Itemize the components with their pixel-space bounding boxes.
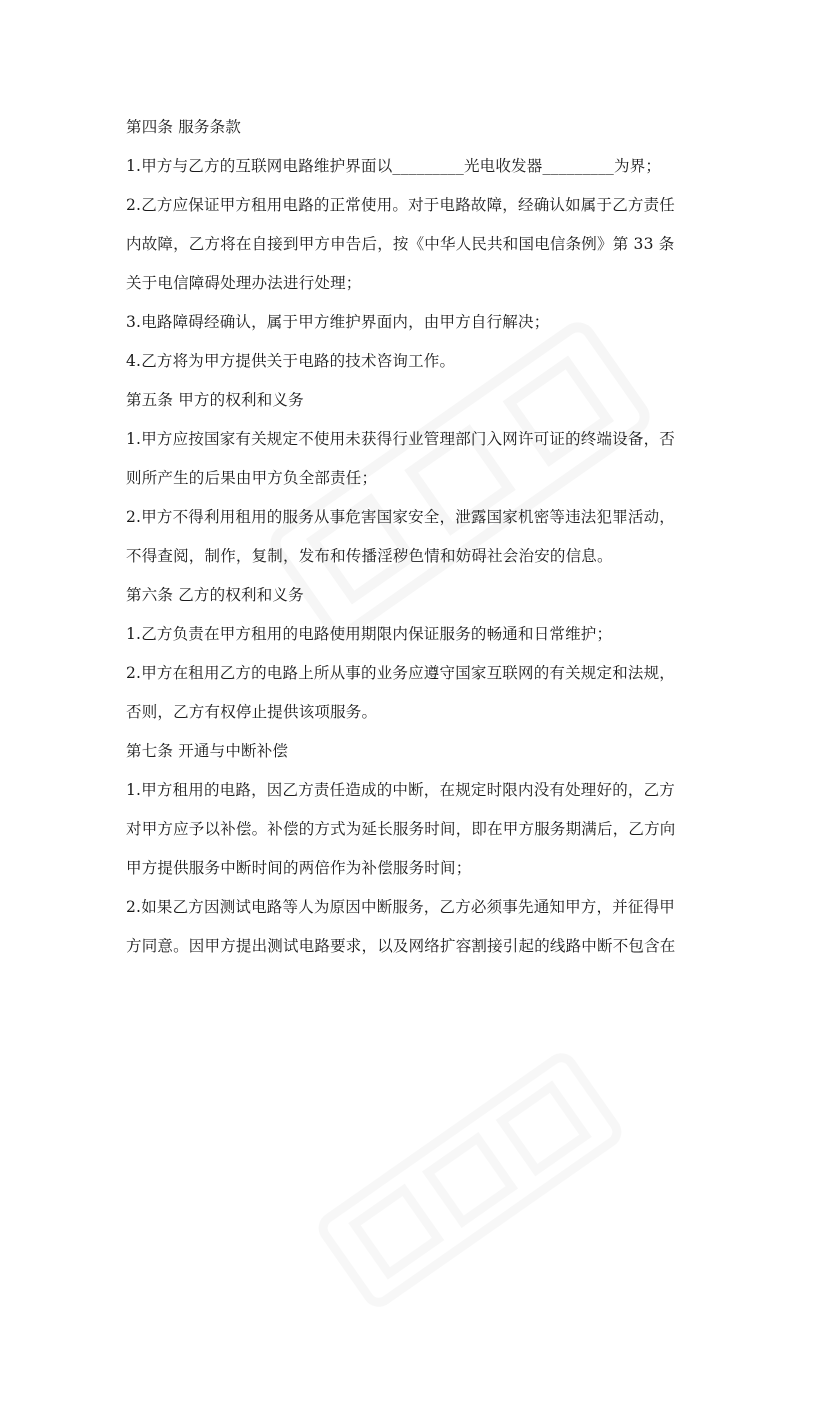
- article-7-item-2-line-2: 方同意。因甲方提出测试电路要求，以及网络扩容割接引起的线路中断不包含在: [126, 937, 676, 955]
- article-7-item-2-line-1: 2.如果乙方因测试电路等人为原因中断服务，乙方必须事先通知甲方，并征得甲: [126, 898, 675, 916]
- article-6-item-1: 1.乙方负责在甲方租用的电路使用期限内保证服务的畅通和日常维护；: [126, 625, 613, 643]
- article-7-item-1-line-3: 甲方提供服务中断时间的两倍作为补偿服务时间；: [126, 859, 472, 877]
- article-5-item-2-line-2: 不得查阅，制作，复制，发布和传播淫秽色情和妨碍社会治安的信息。: [126, 547, 613, 565]
- watermark-logo-bottom: [233, 943, 707, 1417]
- article-4-item-2-line-2: 内故障，乙方将在自接到甲方申告后，按《中华人民共和国电信条例》第 33 条: [126, 235, 675, 253]
- article-7-heading: 第七条 开通与中断补偿: [126, 742, 289, 760]
- document-page: [126, 108, 726, 966]
- article-4-item-1: 1.甲方与乙方的互联网电路维护界面以_________光电收发器_________为界；: [126, 157, 662, 175]
- article-5-heading: 第五条 甲方的权利和义务: [126, 391, 304, 409]
- article-4-item-2-line-1: 2.乙方应保证甲方租用电路的正常使用。对于电路故障，经确认如属于乙方责任: [126, 196, 675, 214]
- article-4-item-2-line-3: 关于电信障碍处理办法进行处理；: [126, 274, 362, 292]
- article-7-item-1-line-2: 对甲方应予以补偿。补偿的方式为延长服务时间，即在甲方服务期满后，乙方向: [126, 820, 676, 838]
- article-6-item-2-line-2: 否则，乙方有权停止提供该项服务。: [126, 703, 378, 721]
- article-5-item-1-line-1: 1.甲方应按国家有关规定不使用未获得行业管理部门入网许可证的终端设备，否: [126, 430, 675, 448]
- article-5-item-1-line-2: 则所产生的后果由甲方负全部责任；: [126, 469, 378, 487]
- article-4-item-4: 4.乙方将为甲方提供关于电路的技术咨询工作。: [126, 352, 456, 370]
- article-4-item-3: 3.电路障碍经确认，属于甲方维护界面内，由甲方自行解决；: [126, 313, 550, 331]
- article-4-heading: 第四条 服务条款: [126, 118, 242, 136]
- article-5-item-2-line-1: 2.甲方不得利用租用的服务从事危害国家安全，泄露国家机密等违法犯罪活动，: [126, 508, 675, 526]
- article-6-item-2-line-1: 2.甲方在租用乙方的电路上所从事的业务应遵守国家互联网的有关规定和法规，: [126, 664, 675, 682]
- article-7-item-1-line-1: 1.甲方租用的电路，因乙方责任造成的中断，在规定时限内没有处理好的，乙方: [126, 781, 675, 799]
- article-6-heading: 第六条 乙方的权利和义务: [126, 586, 304, 604]
